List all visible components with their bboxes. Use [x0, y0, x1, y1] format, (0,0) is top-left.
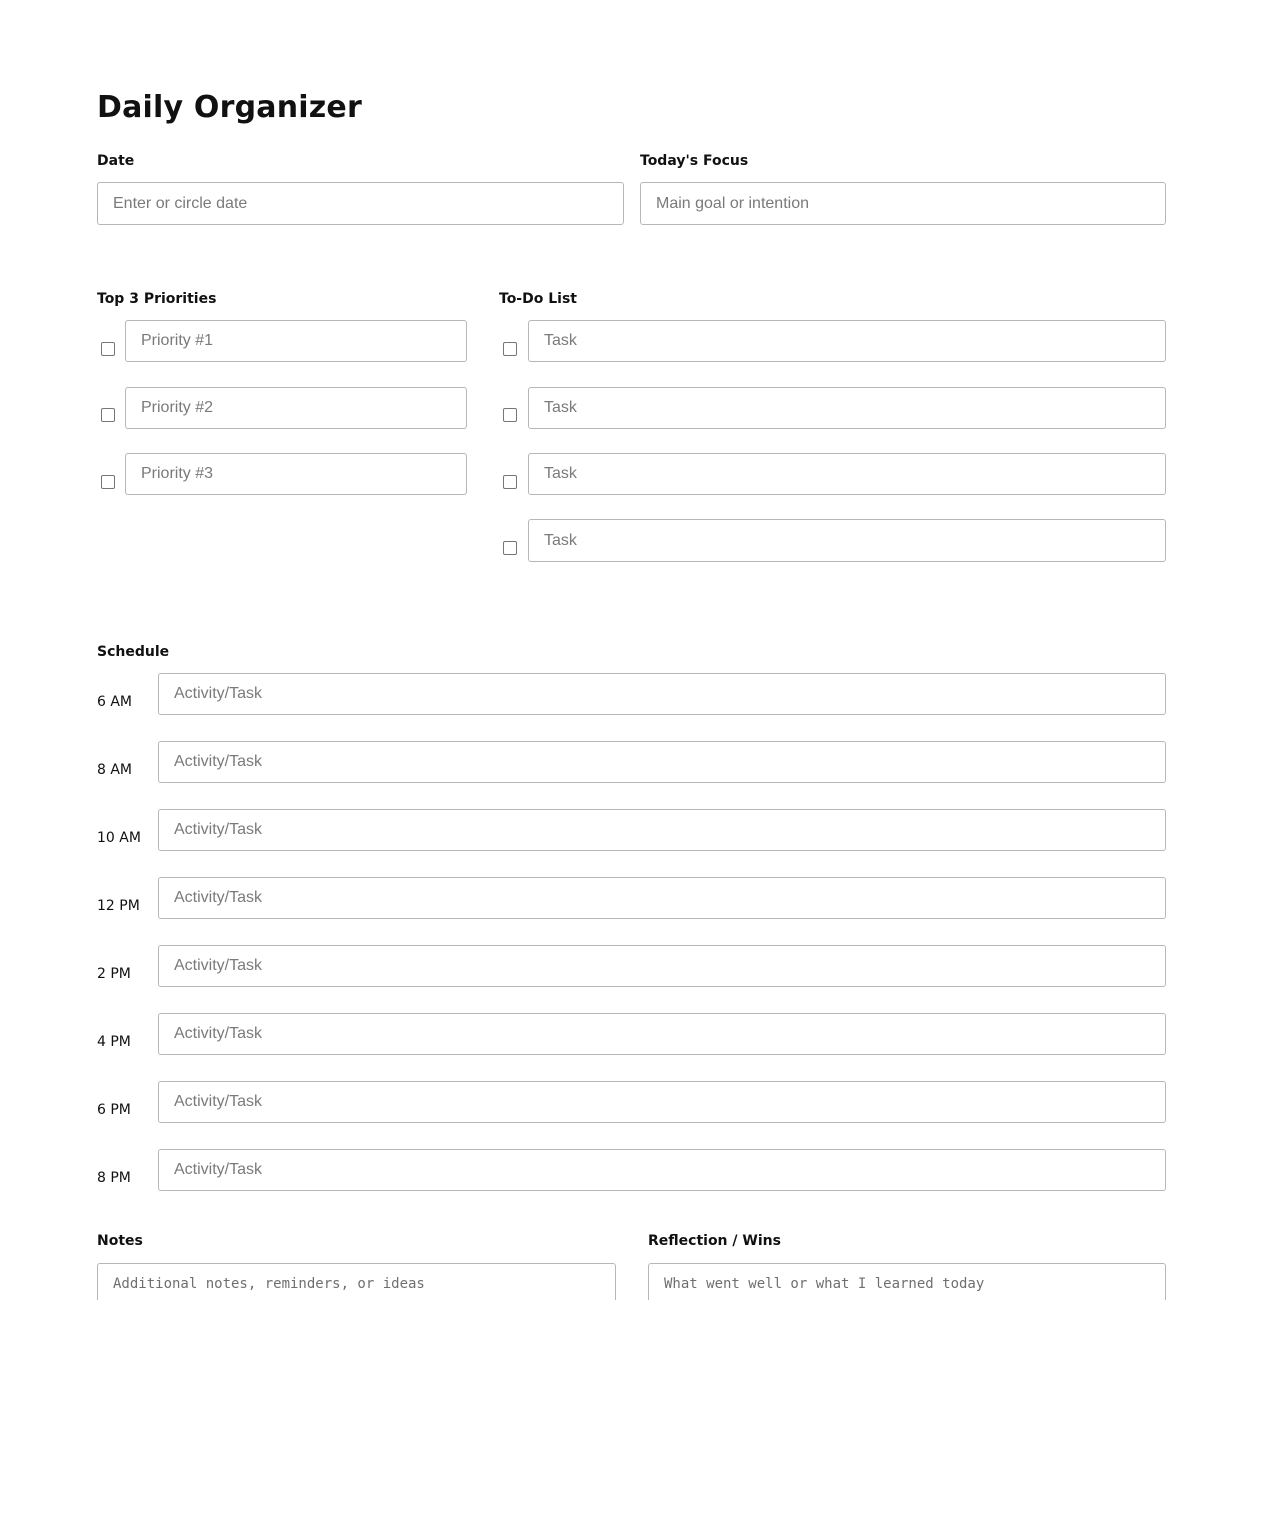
schedule-label: Schedule — [97, 644, 170, 660]
time-label: 8 AM — [97, 762, 133, 778]
organizer-page — [97, 0, 1166, 1300]
priority-input[interactable] — [125, 320, 467, 362]
priority-input[interactable] — [125, 387, 467, 429]
focus-label: Today's Focus — [640, 153, 749, 169]
priority-checkbox[interactable] — [101, 408, 115, 422]
activity-input[interactable] — [158, 673, 1166, 715]
priority-input[interactable] — [125, 453, 467, 495]
date-label: Date — [97, 153, 135, 169]
page-title: Daily Organizer — [97, 90, 362, 125]
todo-label: To-Do List — [499, 291, 577, 307]
activity-input[interactable] — [158, 1081, 1166, 1123]
time-label: 2 PM — [97, 966, 131, 982]
todo-input[interactable] — [528, 320, 1166, 362]
priority-checkbox[interactable] — [101, 475, 115, 489]
activity-input[interactable] — [158, 877, 1166, 919]
activity-input[interactable] — [158, 1013, 1166, 1055]
time-label: 12 PM — [97, 898, 140, 914]
reflection-textarea[interactable] — [648, 1263, 1166, 1300]
time-label: 10 AM — [97, 830, 141, 846]
time-label: 6 AM — [97, 694, 133, 710]
reflection-label: Reflection / Wins — [648, 1233, 781, 1249]
date-input[interactable] — [97, 182, 624, 225]
time-label: 4 PM — [97, 1034, 131, 1050]
todo-input[interactable] — [528, 387, 1166, 429]
todo-input[interactable] — [528, 519, 1166, 562]
focus-input[interactable] — [640, 182, 1166, 225]
todo-checkbox[interactable] — [503, 408, 517, 422]
time-label: 8 PM — [97, 1170, 131, 1186]
time-label: 6 PM — [97, 1102, 131, 1118]
activity-input[interactable] — [158, 945, 1166, 987]
notes-textarea[interactable] — [97, 1263, 616, 1300]
todo-checkbox[interactable] — [503, 475, 517, 489]
activity-input[interactable] — [158, 1149, 1166, 1191]
activity-input[interactable] — [158, 809, 1166, 851]
notes-label: Notes — [97, 1233, 143, 1249]
todo-input[interactable] — [528, 453, 1166, 495]
priorities-label: Top 3 Priorities — [97, 291, 217, 307]
todo-checkbox[interactable] — [503, 541, 517, 555]
todo-checkbox[interactable] — [503, 342, 517, 356]
activity-input[interactable] — [158, 741, 1166, 783]
priority-checkbox[interactable] — [101, 342, 115, 356]
